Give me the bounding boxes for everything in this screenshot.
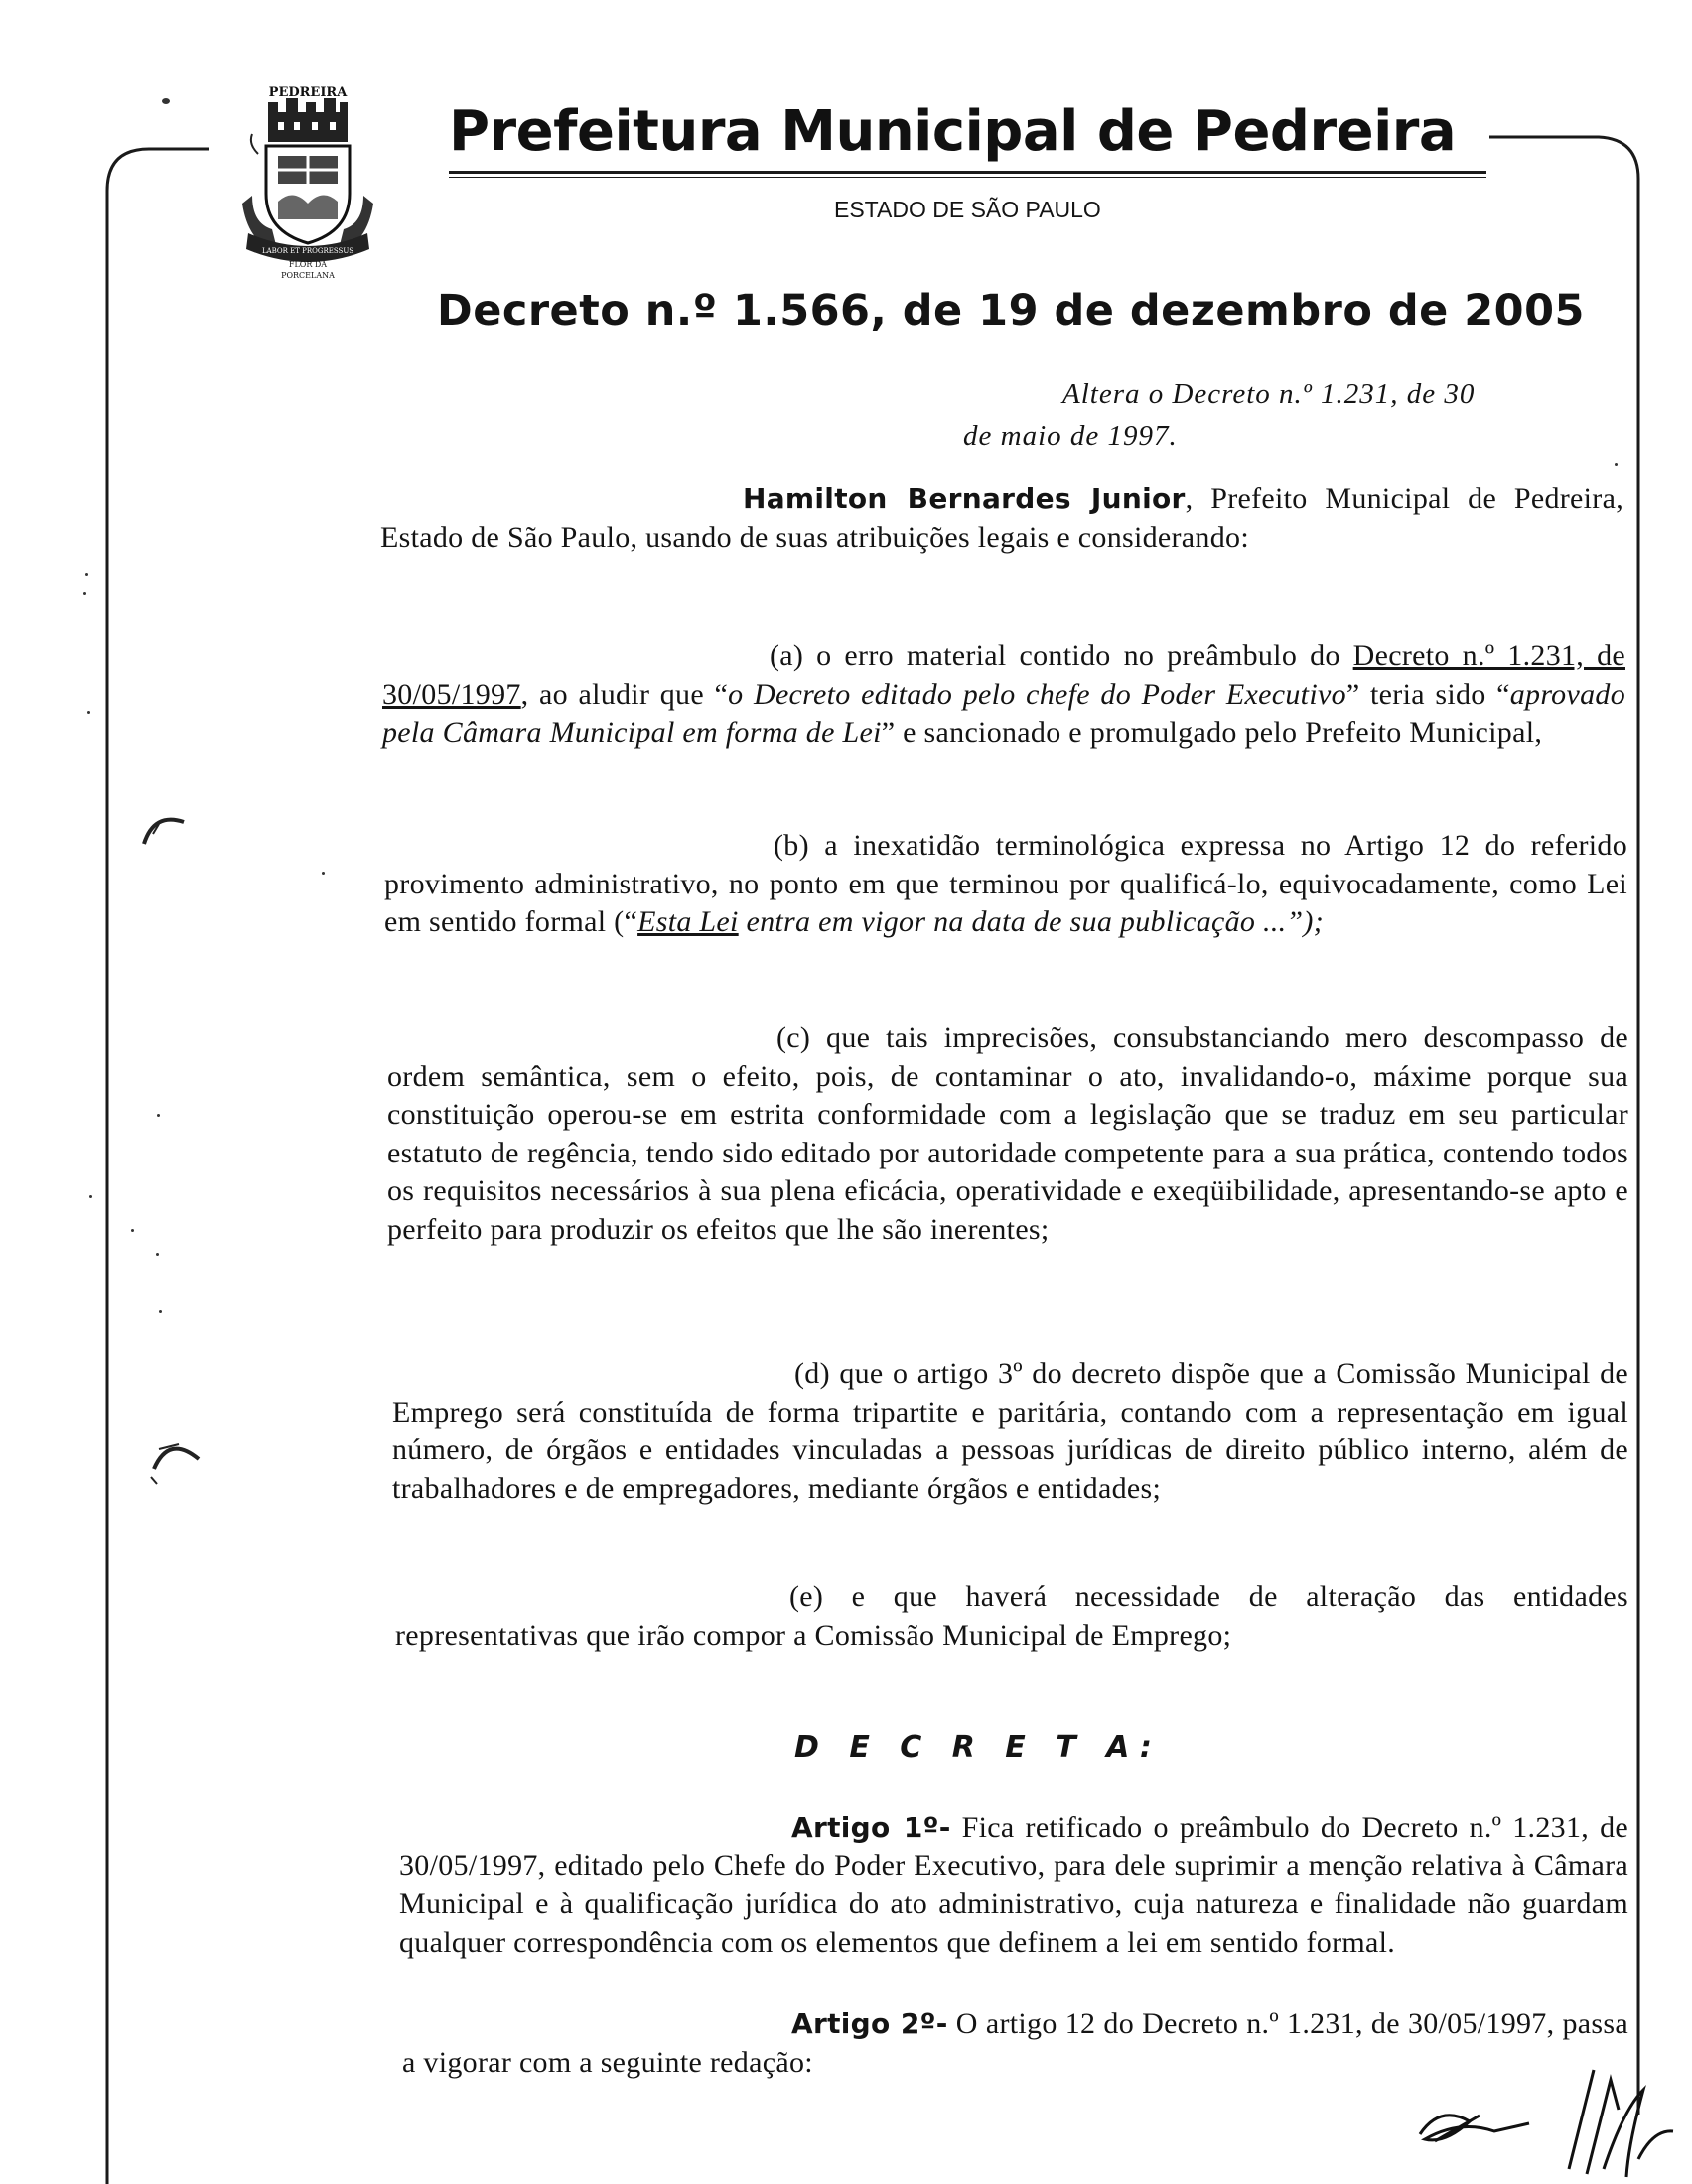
ementa-line-1: Altera o Decreto n.º 1.231, de 30 [1062,378,1476,410]
svg-text:PEDREIRA: PEDREIRA [268,85,348,100]
ementa-line-2: de maio de 1997. [963,420,1178,452]
considerando-d: (d) que o artigo 3º do decreto dispõe que a Comissão Municipal de Emprego será constituída de forma tripartite e paritária, contando com a representação em igual número, de órgãos e entidades vinculadas a pessoas jurídicas de direito público interno, além de trabalhadores e de empregadores, mediante órgãos e entidades; [392,1357,1628,1505]
svg-text:FLOR DA: FLOR DA [288,260,328,269]
mayor-name: Hamilton Bernardes Junior [743,482,1186,515]
svg-text:PORCELANA: PORCELANA [281,271,335,280]
decree-ementa [963,373,1589,457]
preamble-text: , Prefeito Municipal de Pedreira, Estado de São Paulo, usando de suas atribuições legais e considerando: [380,482,1623,554]
decreta-heading: D E C R E T A: [794,1730,1162,1765]
article-2-label: Artigo 2º- [791,2007,948,2040]
decree-reference: Decreto n.º 1.231, de 30/05/1997 [382,639,1625,711]
coat-of-arms-icon [238,84,377,283]
article-2: Artigo 2º- O artigo 12 do Decreto n.º 1.231, de 30/05/1997, passa a vigorar com a seguinte redação: [402,2007,1628,2079]
signature-initials [1400,2050,1688,2184]
title-underline [449,171,1486,174]
article-1-label: Artigo 1º- [791,1811,951,1843]
article-1: Artigo 1º- Fica retificado o preâmbulo do Decreto n.º 1.231, de 30/05/1997, editado pelo Chefe do Poder Executivo, para dele suprimir a menção relativa à Câmara Municipal e à qualificação jurídica do ato administrativo, cuja natureza e finalidade não guardam qualquer correspondência com os elementos que definem a lei em sentido formal. [399,1811,1629,1959]
letterhead-state: ESTADO DE SÃO PAULO [834,197,1101,222]
title-underline-thin [449,177,1486,178]
decree-title: Decreto n.º 1.566, de 19 de dezembro de 2005 [437,286,1585,336]
considerando-a: (a) o erro material contido no preâmbulo do Decreto n.º 1.231, de 30/05/1997, ao aludir que “o Decreto editado pelo chefe do Poder Executivo” teria sido “aprovado pela Câmara Municipal em forma de Lei” e sancionado e promulgado pelo Prefeito Municipal, [382,639,1625,749]
considerando-e: (e) e que haverá necessidade de alteração das entidades representativas que irão compor a Comissão Municipal de Emprego; [395,1580,1628,1652]
letterhead-title: Prefeitura Municipal de Pedreira [449,99,1457,164]
preamble-paragraph [380,480,1623,557]
considerando-c: (c) que tais imprecisões, consubstanciando mero descompasso de ordem semântica, sem o efeito, pois, de contaminar o ato, invalidando-o, máxime porque sua constituição operou-se em estrita conformidade com a legislação que se traduz em seu particular estatuto de regência, tendo sido editado por autoridade competente para a sua prática, contendo todos os requisitos necessários à sua plena eficácia, operatividade e exeqüibilidade, apresentando-se apto e perfeito para produzir os efeitos que lhe são inerentes; [387,1022,1628,1246]
considerando-b: (b) a inexatidão terminológica expressa no Artigo 12 do referido provimento administrativo, no ponto em que terminou por qualificá-lo, equivocadamente, como Lei em sentido formal (“Esta Lei entra em vigor na data de sua publicação ...”); [384,829,1627,938]
svg-text:LABOR ET PROGRESSUS: LABOR ET PROGRESSUS [261,247,354,255]
